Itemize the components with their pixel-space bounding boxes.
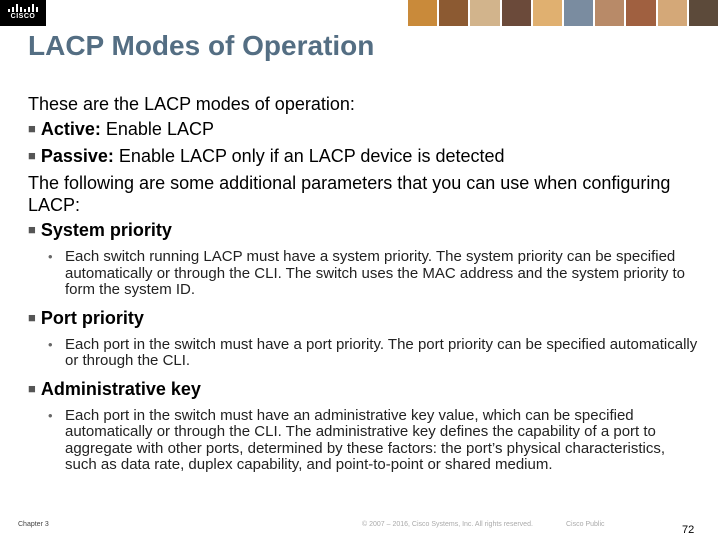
cisco-logo: [0, 0, 46, 26]
square-bullet-icon: ■: [28, 222, 36, 237]
param-heading-system-priority: [28, 219, 698, 243]
cisco-bridge-icon: [8, 4, 38, 12]
param-detail-administrative-key: [28, 408, 698, 474]
param-detail-port-priority: [28, 337, 698, 370]
square-bullet-icon: ■: [28, 380, 36, 396]
mode-item-passive: [28, 145, 698, 169]
page-number: 72: [682, 524, 695, 536]
cisco-logo-text: CISCO: [10, 13, 36, 20]
header-photo: [408, 0, 437, 26]
footer-chapter: Chapter 3: [18, 521, 49, 528]
mode-name: Active:: [40, 119, 101, 139]
square-bullet-icon: ■: [28, 309, 36, 325]
footer-classification: Cisco Public: [566, 521, 605, 528]
param-detail-text: Each switch running LACP must have a system priority. The system priority can be specified automatically or through the CLI. The switch uses the MAC address and the system priority to form the system ID.: [65, 248, 686, 298]
header-photo: [470, 0, 499, 26]
param-name: Port priority: [40, 307, 144, 328]
footer-copyright: © 2007 – 2016, Cisco Systems, Inc. All rights reserved.: [362, 521, 533, 528]
square-bullet-icon: ■: [28, 121, 36, 136]
header-photo: [439, 0, 468, 26]
intro-text: These are the LACP modes of operation:: [28, 94, 355, 114]
mode-desc: Enable LACP only if an LACP device is detected: [113, 146, 505, 166]
mode-item-active: [28, 118, 698, 142]
dot-bullet-icon: •: [48, 249, 53, 264]
header-photo: [533, 0, 562, 26]
header-photo: [595, 0, 624, 26]
square-bullet-icon: ■: [28, 148, 36, 163]
param-detail-text: Each port in the switch must have an administrative key value, which can be specified automatically or through the CLI. The administrative key defines the capability of a port to aggregate with other ports, determined by these factors: the port’s physical characteristics, such as data rate, duplex capability, and point-to-point or shared medium.: [65, 406, 666, 473]
param-name: System priority: [40, 220, 172, 240]
mode-desc: Enable LACP: [100, 119, 214, 139]
header-photo: [658, 0, 687, 26]
header-photo: [626, 0, 655, 26]
param-name: Administrative key: [40, 378, 201, 399]
slide-title: LACP Modes of Operation: [28, 30, 375, 61]
param-detail-system-priority: [28, 249, 698, 299]
params-intro-text: The following are some additional parameters that you can use when configuring LACP:: [28, 173, 671, 215]
dot-bullet-icon: •: [48, 407, 53, 423]
param-heading-administrative-key: [28, 378, 698, 402]
mode-name: Passive:: [40, 146, 114, 166]
dot-bullet-icon: •: [48, 336, 53, 352]
slide-header-bar: [0, 0, 720, 26]
param-heading-port-priority: [28, 307, 698, 331]
param-detail-text: Each port in the switch must have a port priority. The port priority can be specified automatically or through the CLI.: [65, 335, 698, 369]
header-photo: [502, 0, 531, 26]
slide-body: [28, 93, 698, 478]
header-photo: [564, 0, 593, 26]
header-photo-strip: [408, 0, 720, 26]
header-photo: [689, 0, 718, 26]
